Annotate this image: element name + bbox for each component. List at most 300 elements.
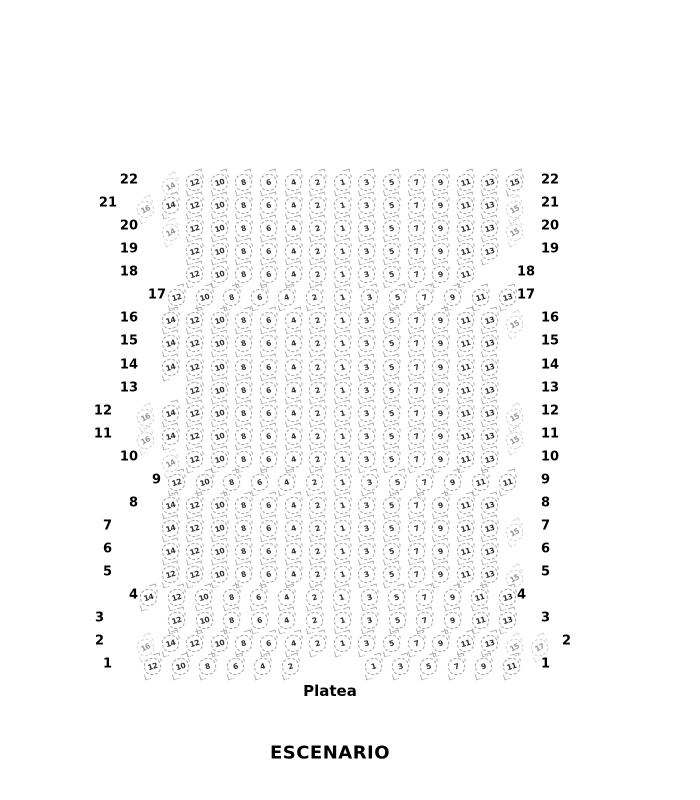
seat[interactable]: 7 xyxy=(406,403,427,424)
seat[interactable]: 2 xyxy=(307,241,328,262)
seat[interactable]: 12 xyxy=(184,172,205,193)
seat[interactable]: 14 xyxy=(160,495,181,516)
seat[interactable]: 10 xyxy=(209,495,230,516)
seat[interactable]: 9 xyxy=(430,449,451,470)
seat[interactable]: 4 xyxy=(283,541,304,562)
seat[interactable]: 13 xyxy=(479,449,500,470)
seat[interactable]: 6 xyxy=(258,310,279,331)
seat[interactable]: 14 xyxy=(159,452,182,475)
seat[interactable]: 8 xyxy=(233,633,254,654)
seat[interactable]: 7 xyxy=(406,264,427,285)
seat[interactable]: 15 xyxy=(503,521,526,544)
seat[interactable]: 1 xyxy=(332,495,353,516)
seat[interactable]: 9 xyxy=(430,564,451,585)
seat[interactable]: 10 xyxy=(209,310,230,331)
seat[interactable]: 13 xyxy=(479,310,500,331)
seat[interactable]: 6 xyxy=(258,564,279,585)
seat[interactable]: 15 xyxy=(503,221,526,244)
seat[interactable]: 15 xyxy=(503,406,526,429)
seat[interactable]: 2 xyxy=(307,172,328,193)
seat[interactable]: 8 xyxy=(233,195,254,216)
seat[interactable]: 8 xyxy=(233,403,254,424)
seat[interactable]: 15 xyxy=(503,429,526,452)
seat[interactable]: 10 xyxy=(209,380,230,401)
seat[interactable]: 13 xyxy=(479,195,500,216)
seat[interactable]: 9 xyxy=(430,310,451,331)
seat[interactable]: 12 xyxy=(184,333,205,354)
seat[interactable]: 7 xyxy=(406,633,427,654)
seat[interactable]: 1 xyxy=(332,241,353,262)
seat[interactable]: 12 xyxy=(166,587,187,608)
seat[interactable]: 6 xyxy=(258,172,279,193)
seat[interactable]: 10 xyxy=(209,541,230,562)
seat[interactable]: 7 xyxy=(414,287,435,308)
seat[interactable]: 1 xyxy=(332,633,353,654)
seat[interactable]: 14 xyxy=(159,221,182,244)
seat[interactable]: 11 xyxy=(470,287,491,308)
seat[interactable]: 8 xyxy=(233,241,254,262)
seat[interactable]: 10 xyxy=(209,357,230,378)
seat[interactable]: 1 xyxy=(332,310,353,331)
seat[interactable]: 6 xyxy=(258,380,279,401)
seat[interactable]: 9 xyxy=(430,333,451,354)
seat[interactable]: 6 xyxy=(258,218,279,239)
seat[interactable]: 11 xyxy=(455,518,476,539)
seat[interactable]: 7 xyxy=(406,380,427,401)
seat[interactable]: 10 xyxy=(209,518,230,539)
seat[interactable]: 16 xyxy=(134,406,157,429)
seat[interactable]: 5 xyxy=(386,587,407,608)
seat[interactable]: 7 xyxy=(406,241,427,262)
seat[interactable]: 2 xyxy=(307,564,328,585)
seat[interactable]: 12 xyxy=(184,264,205,285)
seat[interactable]: 13 xyxy=(479,495,500,516)
seat[interactable]: 2 xyxy=(307,633,328,654)
seat[interactable]: 3 xyxy=(356,310,377,331)
seat[interactable]: 3 xyxy=(356,218,377,239)
seat[interactable]: 3 xyxy=(356,403,377,424)
seat[interactable]: 2 xyxy=(307,495,328,516)
seat[interactable]: 7 xyxy=(406,218,427,239)
seat[interactable]: 7 xyxy=(414,587,435,608)
seat[interactable]: 7 xyxy=(406,541,427,562)
seat[interactable]: 3 xyxy=(356,564,377,585)
seat[interactable]: 4 xyxy=(283,426,304,447)
seat[interactable]: 5 xyxy=(381,172,402,193)
seat[interactable]: 8 xyxy=(233,541,254,562)
seat[interactable]: 5 xyxy=(381,380,402,401)
seat[interactable]: 1 xyxy=(332,172,353,193)
seat[interactable]: 2 xyxy=(307,403,328,424)
seat[interactable]: 8 xyxy=(233,357,254,378)
seat[interactable]: 3 xyxy=(359,587,380,608)
seat[interactable]: 10 xyxy=(209,633,230,654)
seat[interactable]: 4 xyxy=(276,472,297,493)
seat[interactable]: 9 xyxy=(430,241,451,262)
seat[interactable]: 12 xyxy=(184,495,205,516)
seat[interactable]: 9 xyxy=(430,218,451,239)
seat[interactable]: 3 xyxy=(356,518,377,539)
seat[interactable]: 9 xyxy=(442,472,463,493)
seat[interactable]: 12 xyxy=(142,656,163,677)
seat[interactable]: 10 xyxy=(193,587,214,608)
seat[interactable]: 7 xyxy=(406,357,427,378)
seat[interactable]: 2 xyxy=(280,656,301,677)
seat[interactable]: 7 xyxy=(406,518,427,539)
seat[interactable]: 10 xyxy=(209,195,230,216)
seat[interactable]: 14 xyxy=(160,333,181,354)
seat[interactable]: 4 xyxy=(283,357,304,378)
seat[interactable]: 11 xyxy=(455,264,476,285)
seat[interactable]: 1 xyxy=(332,426,353,447)
seat[interactable]: 9 xyxy=(442,587,463,608)
seat[interactable]: 10 xyxy=(209,264,230,285)
seat[interactable]: 10 xyxy=(209,426,230,447)
seat[interactable]: 4 xyxy=(276,587,297,608)
seat[interactable]: 15 xyxy=(503,636,526,659)
seat[interactable]: 2 xyxy=(307,380,328,401)
seat[interactable]: 10 xyxy=(209,449,230,470)
seat[interactable]: 11 xyxy=(455,403,476,424)
seat[interactable]: 8 xyxy=(221,287,242,308)
seat[interactable]: 5 xyxy=(381,333,402,354)
seat[interactable]: 14 xyxy=(160,310,181,331)
seat[interactable]: 8 xyxy=(233,449,254,470)
seat[interactable]: 6 xyxy=(258,403,279,424)
seat[interactable]: 3 xyxy=(356,172,377,193)
seat[interactable]: 11 xyxy=(455,241,476,262)
seat[interactable]: 6 xyxy=(258,195,279,216)
seat[interactable]: 8 xyxy=(233,564,254,585)
seat[interactable]: 6 xyxy=(248,587,269,608)
seat[interactable]: 13 xyxy=(479,218,500,239)
seat[interactable]: 6 xyxy=(249,287,270,308)
seat[interactable]: 10 xyxy=(170,656,191,677)
seat[interactable]: 4 xyxy=(283,449,304,470)
seat[interactable]: 11 xyxy=(455,310,476,331)
seat[interactable]: 3 xyxy=(356,541,377,562)
seat[interactable]: 5 xyxy=(418,656,439,677)
seat[interactable]: 6 xyxy=(258,495,279,516)
seat[interactable]: 3 xyxy=(356,333,377,354)
seat[interactable]: 2 xyxy=(304,287,325,308)
seat[interactable]: 1 xyxy=(331,587,352,608)
seat[interactable]: 13 xyxy=(479,241,500,262)
seat[interactable]: 1 xyxy=(332,380,353,401)
seat[interactable]: 7 xyxy=(406,426,427,447)
seat[interactable]: 8 xyxy=(233,172,254,193)
seat[interactable]: 5 xyxy=(381,310,402,331)
seat[interactable]: 4 xyxy=(283,310,304,331)
seat[interactable]: 5 xyxy=(387,287,408,308)
seat[interactable]: 5 xyxy=(381,495,402,516)
seat[interactable]: 9 xyxy=(430,495,451,516)
seat[interactable]: 8 xyxy=(233,518,254,539)
seat[interactable]: 9 xyxy=(430,633,451,654)
seat[interactable]: 17 xyxy=(528,636,551,659)
seat[interactable]: 8 xyxy=(233,380,254,401)
seat[interactable]: 5 xyxy=(381,518,402,539)
seat[interactable]: 6 xyxy=(258,633,279,654)
seat[interactable]: 12 xyxy=(184,195,205,216)
seat[interactable]: 12 xyxy=(166,472,187,493)
seat[interactable]: 14 xyxy=(160,633,181,654)
seat[interactable]: 3 xyxy=(390,656,411,677)
seat[interactable]: 6 xyxy=(249,472,270,493)
seat[interactable]: 13 xyxy=(479,518,500,539)
seat[interactable]: 1 xyxy=(332,518,353,539)
seat[interactable]: 10 xyxy=(194,610,215,631)
seat[interactable]: 2 xyxy=(307,333,328,354)
seat[interactable]: 15 xyxy=(503,313,526,336)
seat[interactable]: 11 xyxy=(455,449,476,470)
seat[interactable]: 1 xyxy=(332,472,353,493)
seat[interactable]: 3 xyxy=(356,495,377,516)
seat[interactable]: 4 xyxy=(276,610,297,631)
seat[interactable]: 12 xyxy=(184,380,205,401)
seat[interactable]: 1 xyxy=(332,564,353,585)
seat[interactable]: 13 xyxy=(479,564,500,585)
seat[interactable]: 8 xyxy=(233,218,254,239)
seat[interactable]: 13 xyxy=(479,426,500,447)
seat[interactable]: 14 xyxy=(160,403,181,424)
seat[interactable]: 2 xyxy=(304,472,325,493)
seat[interactable]: 6 xyxy=(258,264,279,285)
seat[interactable]: 14 xyxy=(159,175,182,198)
seat[interactable]: 2 xyxy=(307,310,328,331)
seat[interactable]: 1 xyxy=(332,264,353,285)
seat[interactable]: 4 xyxy=(276,287,297,308)
seat[interactable]: 5 xyxy=(387,472,408,493)
seat[interactable]: 3 xyxy=(356,241,377,262)
seat[interactable]: 10 xyxy=(209,333,230,354)
seat[interactable]: 4 xyxy=(283,633,304,654)
seat[interactable]: 6 xyxy=(249,610,270,631)
seat[interactable]: 3 xyxy=(359,472,380,493)
seat[interactable]: 11 xyxy=(455,495,476,516)
seat[interactable]: 3 xyxy=(356,380,377,401)
seat[interactable]: 6 xyxy=(258,518,279,539)
seat[interactable]: 11 xyxy=(455,564,476,585)
seat[interactable]: 14 xyxy=(160,541,181,562)
seat[interactable]: 2 xyxy=(307,426,328,447)
seat[interactable]: 12 xyxy=(184,426,205,447)
seat[interactable]: 10 xyxy=(194,287,215,308)
seat[interactable]: 9 xyxy=(430,380,451,401)
seat[interactable]: 2 xyxy=(307,264,328,285)
seat[interactable]: 6 xyxy=(258,426,279,447)
seat[interactable]: 5 xyxy=(381,241,402,262)
seat[interactable]: 3 xyxy=(356,449,377,470)
seat[interactable]: 8 xyxy=(233,495,254,516)
seat[interactable]: 11 xyxy=(455,357,476,378)
seat[interactable]: 1 xyxy=(332,218,353,239)
seat[interactable]: 8 xyxy=(221,472,242,493)
seat[interactable]: 5 xyxy=(381,449,402,470)
seat[interactable]: 13 xyxy=(479,541,500,562)
seat[interactable]: 7 xyxy=(414,472,435,493)
seat[interactable]: 2 xyxy=(307,449,328,470)
seat[interactable]: 4 xyxy=(283,518,304,539)
seat[interactable]: 14 xyxy=(160,426,181,447)
seat[interactable]: 10 xyxy=(209,172,230,193)
seat[interactable]: 6 xyxy=(258,357,279,378)
seat[interactable]: 12 xyxy=(184,357,205,378)
seat[interactable]: 12 xyxy=(184,564,205,585)
seat[interactable]: 1 xyxy=(332,610,353,631)
seat[interactable]: 1 xyxy=(332,541,353,562)
seat[interactable]: 4 xyxy=(283,403,304,424)
seat[interactable]: 6 xyxy=(258,333,279,354)
seat[interactable]: 1 xyxy=(332,449,353,470)
seat[interactable]: 16 xyxy=(134,429,157,452)
seat[interactable]: 11 xyxy=(455,333,476,354)
seat[interactable]: 15 xyxy=(504,172,525,193)
seat[interactable]: 11 xyxy=(455,426,476,447)
seat[interactable]: 7 xyxy=(414,610,435,631)
seat[interactable]: 9 xyxy=(442,610,463,631)
seat[interactable]: 9 xyxy=(473,656,494,677)
seat[interactable]: 4 xyxy=(283,172,304,193)
seat[interactable]: 2 xyxy=(307,218,328,239)
seat[interactable]: 8 xyxy=(233,426,254,447)
seat[interactable]: 13 xyxy=(497,610,518,631)
seat[interactable]: 6 xyxy=(225,656,246,677)
seat[interactable]: 5 xyxy=(381,403,402,424)
seat[interactable]: 5 xyxy=(381,357,402,378)
seat[interactable]: 6 xyxy=(258,241,279,262)
seat[interactable]: 7 xyxy=(446,656,467,677)
seat[interactable]: 6 xyxy=(258,541,279,562)
seat[interactable]: 9 xyxy=(442,287,463,308)
seat[interactable]: 13 xyxy=(479,333,500,354)
seat[interactable]: 1 xyxy=(332,287,353,308)
seat[interactable]: 10 xyxy=(194,472,215,493)
seat[interactable]: 8 xyxy=(221,587,242,608)
seat[interactable]: 10 xyxy=(209,241,230,262)
seat[interactable]: 3 xyxy=(356,633,377,654)
seat[interactable]: 11 xyxy=(501,656,522,677)
seat[interactable]: 4 xyxy=(283,241,304,262)
seat[interactable]: 5 xyxy=(387,610,408,631)
seat[interactable]: 16 xyxy=(134,198,157,221)
seat[interactable]: 5 xyxy=(381,218,402,239)
seat[interactable]: 8 xyxy=(221,610,242,631)
seat[interactable]: 13 xyxy=(479,172,500,193)
seat[interactable]: 5 xyxy=(381,264,402,285)
seat[interactable]: 3 xyxy=(359,287,380,308)
seat[interactable]: 10 xyxy=(209,218,230,239)
seat[interactable]: 3 xyxy=(356,264,377,285)
seat[interactable]: 8 xyxy=(233,264,254,285)
seat[interactable]: 6 xyxy=(258,449,279,470)
seat[interactable]: 7 xyxy=(406,333,427,354)
seat[interactable]: 14 xyxy=(138,587,159,608)
seat[interactable]: 2 xyxy=(304,610,325,631)
seat[interactable]: 3 xyxy=(356,357,377,378)
seat[interactable]: 12 xyxy=(160,564,181,585)
seat[interactable]: 4 xyxy=(283,264,304,285)
seat[interactable]: 13 xyxy=(497,587,518,608)
seat[interactable]: 5 xyxy=(381,426,402,447)
seat[interactable]: 13 xyxy=(497,287,518,308)
seat[interactable]: 7 xyxy=(406,564,427,585)
seat[interactable]: 4 xyxy=(283,333,304,354)
seat[interactable]: 4 xyxy=(283,195,304,216)
seat[interactable]: 12 xyxy=(184,310,205,331)
seat[interactable]: 1 xyxy=(332,195,353,216)
seat[interactable]: 3 xyxy=(359,610,380,631)
seat[interactable]: 11 xyxy=(455,380,476,401)
seat[interactable]: 2 xyxy=(304,587,325,608)
seat[interactable]: 2 xyxy=(307,541,328,562)
seat[interactable]: 11 xyxy=(470,472,491,493)
seat[interactable]: 1 xyxy=(332,333,353,354)
seat[interactable]: 8 xyxy=(233,310,254,331)
seat[interactable]: 11 xyxy=(455,195,476,216)
seat[interactable]: 12 xyxy=(184,449,205,470)
seat[interactable]: 4 xyxy=(283,495,304,516)
seat[interactable]: 5 xyxy=(381,633,402,654)
seat[interactable]: 4 xyxy=(283,380,304,401)
seat[interactable]: 1 xyxy=(332,357,353,378)
seat[interactable]: 9 xyxy=(430,426,451,447)
seat[interactable]: 12 xyxy=(184,541,205,562)
seat[interactable]: 12 xyxy=(184,403,205,424)
seat[interactable]: 9 xyxy=(430,403,451,424)
seat[interactable]: 9 xyxy=(430,518,451,539)
seat[interactable]: 11 xyxy=(455,541,476,562)
seat[interactable]: 1 xyxy=(332,403,353,424)
seat[interactable]: 11 xyxy=(455,172,476,193)
seat[interactable]: 4 xyxy=(252,656,273,677)
seat[interactable]: 12 xyxy=(184,241,205,262)
seat[interactable]: 3 xyxy=(356,195,377,216)
seat[interactable]: 4 xyxy=(283,218,304,239)
seat[interactable]: 15 xyxy=(503,198,526,221)
seat[interactable]: 13 xyxy=(479,403,500,424)
seat[interactable]: 15 xyxy=(503,567,526,590)
seat[interactable]: 5 xyxy=(381,195,402,216)
seat[interactable]: 9 xyxy=(430,172,451,193)
seat[interactable]: 9 xyxy=(430,195,451,216)
seat[interactable]: 11 xyxy=(469,587,490,608)
seat[interactable]: 12 xyxy=(166,287,187,308)
seat[interactable]: 2 xyxy=(307,518,328,539)
seat[interactable]: 12 xyxy=(184,218,205,239)
seat[interactable]: 7 xyxy=(406,172,427,193)
seat[interactable]: 2 xyxy=(307,195,328,216)
seat[interactable]: 14 xyxy=(160,518,181,539)
seat[interactable]: 7 xyxy=(406,195,427,216)
seat[interactable]: 11 xyxy=(497,472,518,493)
seat[interactable]: 7 xyxy=(406,495,427,516)
seat[interactable]: 1 xyxy=(363,656,384,677)
seat[interactable]: 16 xyxy=(134,636,157,659)
seat[interactable]: 9 xyxy=(430,541,451,562)
seat[interactable]: 3 xyxy=(356,426,377,447)
seat[interactable]: 8 xyxy=(233,333,254,354)
seat[interactable]: 11 xyxy=(455,218,476,239)
seat[interactable]: 11 xyxy=(455,633,476,654)
seat[interactable]: 5 xyxy=(381,564,402,585)
seat[interactable]: 12 xyxy=(184,518,205,539)
seat[interactable]: 5 xyxy=(381,541,402,562)
seat[interactable]: 11 xyxy=(470,610,491,631)
seat[interactable]: 12 xyxy=(184,633,205,654)
seat[interactable]: 7 xyxy=(406,310,427,331)
seat[interactable]: 8 xyxy=(197,656,218,677)
